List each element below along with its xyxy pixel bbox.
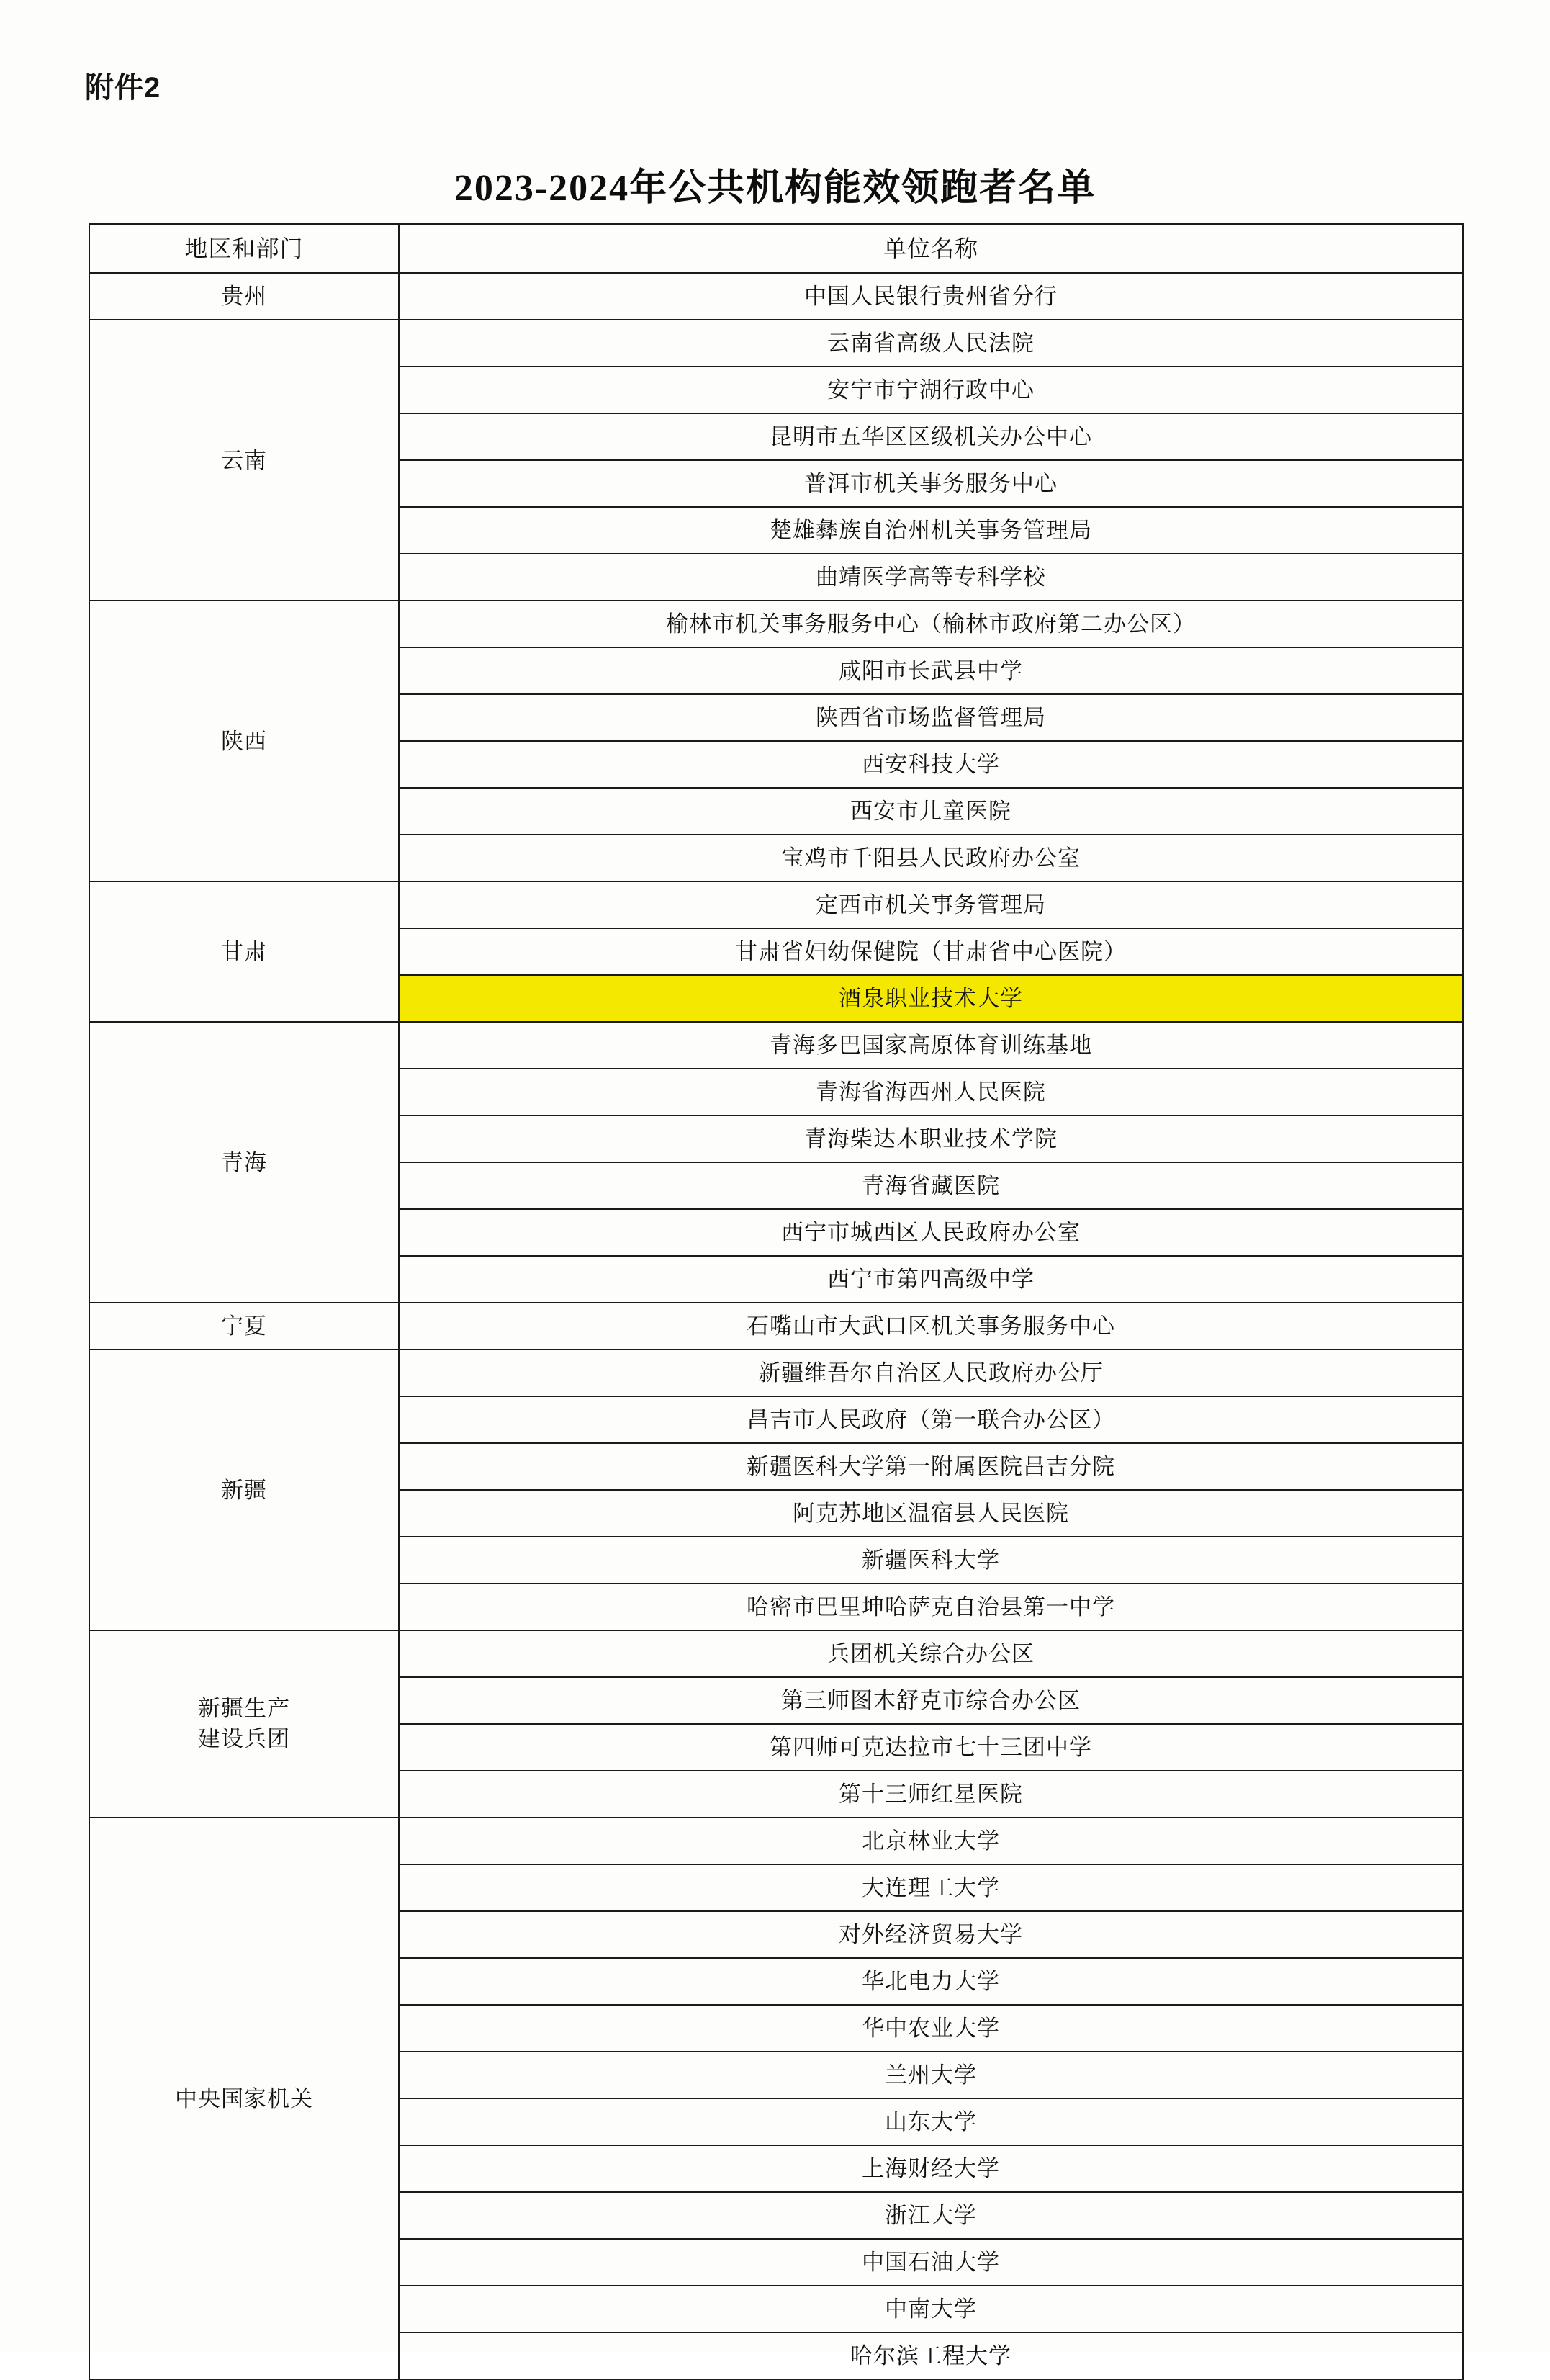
- region-cell: 陕西: [89, 601, 399, 881]
- table-row: [89, 1303, 1463, 1350]
- unit-name-cell: 青海省藏医院: [399, 1162, 1463, 1209]
- table-header-row: [89, 224, 1463, 273]
- table-row: [89, 601, 1463, 647]
- unit-name-cell: 对外经济贸易大学: [399, 1911, 1463, 1958]
- unit-name-cell: 昌吉市人民政府（第一联合办公区）: [399, 1396, 1463, 1443]
- unit-name-cell: 榆林市机关事务服务中心（榆林市政府第二办公区）: [399, 601, 1463, 647]
- unit-name-cell: 咸阳市长武县中学: [399, 647, 1463, 694]
- table-row: [89, 320, 1463, 367]
- unit-name-cell: 兰州大学: [399, 2052, 1463, 2098]
- unit-name-cell: 新疆医科大学第一附属医院昌吉分院: [399, 1443, 1463, 1490]
- region-cell: 云南: [89, 320, 399, 601]
- table-header: [89, 224, 1463, 273]
- unit-name-cell: 昆明市五华区区级机关办公中心: [399, 413, 1463, 460]
- region-label-line1: 新疆生产: [198, 1696, 290, 1722]
- region-cell: 新疆: [89, 1350, 399, 1630]
- table-row: [89, 1022, 1463, 1069]
- unit-name-cell: 哈密市巴里坤哈萨克自治县第一中学: [399, 1584, 1463, 1630]
- unit-name-cell: 哈尔滨工程大学: [399, 2332, 1463, 2379]
- unit-name-cell: 浙江大学: [399, 2192, 1463, 2239]
- unit-name-cell: 新疆维吾尔自治区人民政府办公厅: [399, 1350, 1463, 1396]
- unit-name-cell: 第十三师红星医院: [399, 1771, 1463, 1818]
- unit-name-cell: 青海柴达木职业技术学院: [399, 1115, 1463, 1162]
- unit-name-cell: 中国人民银行贵州省分行: [399, 273, 1463, 320]
- unit-name-cell: 普洱市机关事务服务中心: [399, 460, 1463, 507]
- unit-name-cell: 山东大学: [399, 2098, 1463, 2145]
- region-cell: 中央国家机关: [89, 1818, 399, 2379]
- region-cell: [89, 1630, 399, 1818]
- unit-name-cell: 大连理工大学: [399, 1864, 1463, 1911]
- unit-name-cell: 第四师可克达拉市七十三团中学: [399, 1724, 1463, 1771]
- unit-name-cell: 曲靖医学高等专科学校: [399, 554, 1463, 601]
- region-label-line2: 建设兵团: [198, 1726, 290, 1751]
- region-cell: 甘肃: [89, 881, 399, 1022]
- table-row: [89, 1818, 1463, 1864]
- table-row: [89, 273, 1463, 320]
- table-row: [89, 1350, 1463, 1396]
- unit-name-cell: 西安市儿童医院: [399, 788, 1463, 835]
- unit-name-cell: 北京林业大学: [399, 1818, 1463, 1864]
- unit-name-cell: 阿克苏地区温宿县人民医院: [399, 1490, 1463, 1537]
- unit-name-cell: 甘肃省妇幼保健院（甘肃省中心医院）: [399, 928, 1463, 975]
- unit-name-cell: 中南大学: [399, 2286, 1463, 2332]
- energy-leader-table: [89, 223, 1464, 2380]
- unit-name-cell: 安宁市宁湖行政中心: [399, 367, 1463, 413]
- column-header-unit: 单位名称: [399, 224, 1463, 273]
- table-row: [89, 1630, 1463, 1677]
- unit-name-cell: 青海多巴国家高原体育训练基地: [399, 1022, 1463, 1069]
- region-cell: 贵州: [89, 273, 399, 320]
- attachment-label: 附件2: [85, 72, 161, 104]
- unit-name-cell: 第三师图木舒克市综合办公区: [399, 1677, 1463, 1724]
- unit-name-cell: 上海财经大学: [399, 2145, 1463, 2192]
- column-header-region: 地区和部门: [89, 224, 399, 273]
- region-cell: 青海: [89, 1022, 399, 1303]
- table-body: [89, 273, 1463, 2379]
- unit-name-cell: 新疆医科大学: [399, 1537, 1463, 1584]
- unit-name-cell: 楚雄彝族自治州机关事务管理局: [399, 507, 1463, 554]
- unit-name-cell: 青海省海西州人民医院: [399, 1069, 1463, 1115]
- unit-name-cell: 西安科技大学: [399, 741, 1463, 788]
- unit-name-cell: 西宁市第四高级中学: [399, 1256, 1463, 1303]
- unit-name-cell: 华中农业大学: [399, 2005, 1463, 2052]
- unit-name-cell: 宝鸡市千阳县人民政府办公室: [399, 835, 1463, 881]
- unit-name-cell: 陕西省市场监督管理局: [399, 694, 1463, 741]
- unit-name-cell: 云南省高级人民法院: [399, 320, 1463, 367]
- unit-name-cell: 兵团机关综合办公区: [399, 1630, 1463, 1677]
- unit-name-cell: 石嘴山市大武口区机关事务服务中心: [399, 1303, 1463, 1350]
- unit-name-cell: 西宁市城西区人民政府办公室: [399, 1209, 1463, 1256]
- unit-name-cell: 华北电力大学: [399, 1958, 1463, 2005]
- unit-name-cell: 中国石油大学: [399, 2239, 1463, 2286]
- unit-name-cell: 酒泉职业技术大学: [399, 975, 1463, 1022]
- energy-leader-table-wrapper: [89, 223, 1462, 2380]
- region-cell: 宁夏: [89, 1303, 399, 1350]
- table-row: [89, 881, 1463, 928]
- page-title: 2023-2024年公共机构能效领跑者名单: [454, 168, 1096, 209]
- unit-name-cell: 定西市机关事务管理局: [399, 881, 1463, 928]
